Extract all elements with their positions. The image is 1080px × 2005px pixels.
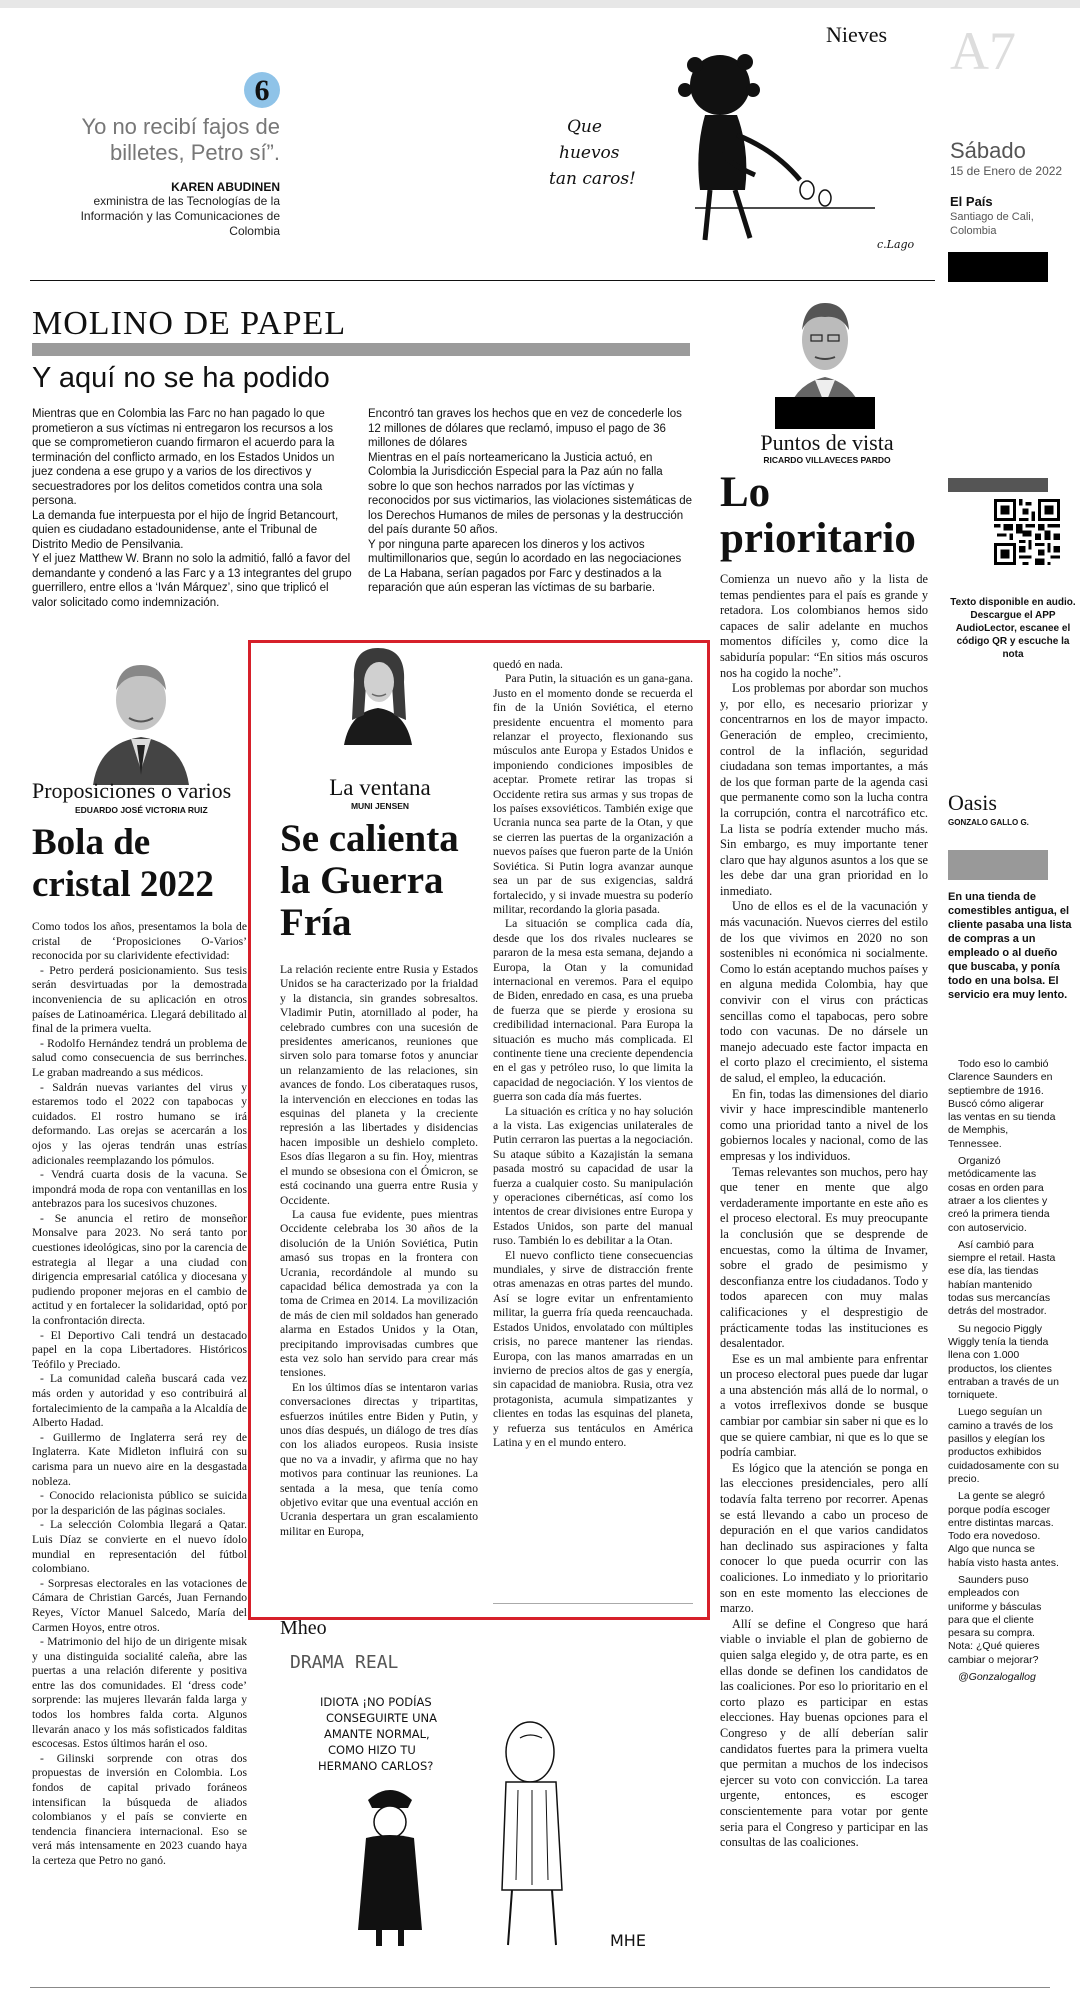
date-full: 15 de Enero de 2022 [950, 164, 1063, 178]
columnist-photo-victoria [87, 645, 195, 785]
puntos-paragraph: Uno de ellos es el de la vacunación y más vacunación. Nuevos cierres del estilo de los que vivimos en 2020 no son sostenibles ni económica ni socialmente. Como lo están aceptando muchos países y en alguna medida Colombia, hay que convivir con el virus con prácticas sencillas como el tapabocas, pero sobre todo con vacunas. De no dársele un manejo adecuado este factor impacta en el corto plazo el crecimiento, el sistema de salud, el empleo, la educación. [720, 899, 928, 1085]
bola-paragraph: - Rodolfo Hernández tendrá un problema de salud como consecuencia de sus berrinches. Le graban madreando a sus médicos. [32, 1036, 247, 1079]
puntos-paragraph: Comienza un nuevo año y la lista de temas pendientes para el país es grande y retadora. Los colombianos hemos sido capaces de salir adelante en muchos momentos difíciles y, como dice la sabiduría popular: “En sitios más oscuros nos ha cogido la noche”. [720, 572, 928, 680]
puntos-paragraph: Ese es un mal ambiente para enfrentar un proceso electoral pues puede dar lugar a una abstención más allá de lo normal, o a votos irreflexivos donde se busque cambiar por cambiar sin saber ni que es lo que se quiere cambiar, ni que es lo que se podría cambiar. [720, 1351, 928, 1460]
newspaper-name: El País [950, 194, 993, 209]
puntos-paragraph: Temas relevantes son muchos, pero hay que tener en mente que algo verdaderamente importante en este año es el proceso electoral. Es muy preocupante la conclusión que se desprende de encuestas, como la última de Invamer, sobre el grado de pesimismo y desconfianza entre los ciudadanos. Todo y todos aparecen con muy malas calificaciones y el desprestigio de prácticamente todas las instituciones es desalentador. [720, 1164, 928, 1351]
oasis-bar [948, 850, 1048, 880]
bola-paragraph: - Petro perderá posicionamiento. Sus tesis serán desvirtuadas por la demostrada inconveniencia de su aplicación en otros países de Latinoamérica. Llegará debilitado al final de la primera vuelta. [32, 963, 247, 1036]
bola-paragraph: - Guillermo de Inglaterra será rey de Inglaterra. Kate Midleton influirá con su carisma para un nuevo aire en la desgastada nobleza. [32, 1430, 247, 1488]
molino-paragraph: Y el juez Matthew W. Brann no solo la admitió, falló a favor del demandante y condenó a las Farc y a 13 integrantes del grupo guerrillero, entre ellos a ‘Iván Márquez’, sino que triplicó el valor solicitado como indemnización. [32, 553, 352, 609]
molino-paragraph: La demanda fue interpuesta por el hijo de Íngrid Betancourt, quien es ciudadano estadounidense, ante el Tribunal de Distrito Medio de Pensilvania. [32, 509, 339, 551]
bola-section-label: Proposiciones o varios [32, 778, 232, 803]
oasis-section-label: Oasis [948, 790, 997, 815]
newspaper-city: Santiago de Cali, Colombia [950, 211, 1034, 237]
oasis-paragraph: Organizó metódicamente las cosas en orden para atraer a los clientes y creó la primera tienda con autoservicio. [948, 1155, 1050, 1234]
bola-paragraph: - Vendrá cuarta dosis de la vacuna. Se impondrá moda de ropa con ventanillas en los antebrazos para los sucesivos chuzones. [32, 1168, 247, 1211]
oasis-handle: @Gonzalogallog [958, 1671, 1036, 1684]
quote-mark-icon: 6 [244, 72, 280, 108]
oasis-paragraph: Así cambió para siempre el retail. Hasta ese día, las tiendas habían mantenido todas sus mercancías detrás del mostrador. [948, 1238, 1056, 1318]
bola-author: EDUARDO JOSÉ VICTORIA RUIZ [75, 805, 208, 815]
oasis-paragraph: Su negocio Piggly Wiggly tenía la tienda llena con 1.000 productos, los clientes entraban a través de un torniquete. [948, 1322, 1059, 1402]
cartoon-mheo-speech-3: AMANTE NORMAL, [324, 1727, 430, 1741]
ventana-paragraph: La relación reciente entre Rusia y Estados Unidos se ha caracterizado por la frialdad y la distancia, sin grandes sobresaltos. Vladimir Putin, atornillado al poder, ha celebrado cumbres con una sucesión de presidentes americanos, reuniones que sirven solo para tomarse fotos y anunciar un relanzamiento de las relaciones, sin avances de fondo. Los ciberataques rusos, la intervención en elecciones en todas las esquinas del planeta y la creciente represión a las libertades y disidencias hacen imposible un deshielo completo. Esos días llegaron a su fin. Hoy, mientras el mundo se obsesiona con el Ómicron, se está cocinando una guerra entre Rusia y Occidente. [280, 963, 478, 1207]
highlight-box [248, 640, 710, 1620]
cartoon-mheo-title: DRAMA REAL [290, 1652, 399, 1673]
ventana-paragraph: El nuevo conflicto tiene consecuencias mundiales, y sirve de distracción frente otras amenazas en otras partes del mundo. Así se logre evitar un enfrentamiento militar, la guerra fría queda reencauchada. Estados Unidos, envolatado con múltiples crisis, no parece mantener las riendas. Europa, con las manos amarradas en un invierno de precios altos de gas y energía, sin capacidad de maniobra. Rusia, otra vez protagonista, acumula simpatizantes y clientes en todas las esquinas del planeta, y refuerza sus tentáculos en América Latina y en el mundo entero. [493, 1248, 693, 1449]
section-bar [32, 343, 690, 356]
cartoon-mheo-speech-4: COMO HIZO TU [328, 1743, 416, 1757]
bola-paragraph: - La comunidad caleña buscará cada vez más orden y autoridad y eso contribuirá al fortalecimiento de la campaña a la Alcaldía de Alberto Hadad. [32, 1372, 247, 1430]
cartoon-mheo-illustration [280, 1640, 700, 1960]
ventana-section-label: La ventana [329, 775, 431, 800]
cartoon-mheo-signature: MHE [610, 1931, 646, 1950]
ventana-paragraph: Para Putin, la situación es un gana-gana. Justo en el momento donde se recuerda el fin de la Unión Soviética, el eterno presidente encuentra el momento para relanzar el proyecto, flexionando sus músculos ante Europa y Estados Unidos e imponiendo condiciones imposibles de aceptar. Promete retirar las tropas si Occidente retira sus armas y sus tropas de los países exsoviéticos. También exige que Ucrania nunca sea parte de la Otan, y que se cierren las puertas de la organización a nuevos países que fueron parte de la Unión Soviética. Si Putin logra avanzar aunque sea un par de sus exigencias, saldrá fortalecido, y si invade muestra su poderío militar, recordando la gloria pasada. [493, 672, 693, 916]
molino-column-2 [368, 407, 693, 596]
bottom-divider [30, 1987, 1050, 1988]
ventana-paragraph: La situación se complica cada día, desde que los dos rivales nucleares se pararon de la mesa esta semana, dejando a Europa, la Otan y la comunidad internacional en veremos. Para el equipo de Biden, enredado en casa, es una prueba de fuerza que se pierde y erosiona su credibilidad internacional. Para Europa la situación es mucho más complicada. El continente tiene una creciente dependencia en el gas y petróleo ruso, lo que limita la capacidad de negociación. Y los vientos de guerra son cada día más fuertes. [493, 917, 693, 1104]
oasis-lead: En una tienda de comestibles antigua, el cliente pasaba una lista de compras a un empleado o al dueño que buscaba, y ponía todo en una bolsa. El servicio era muy lento. [948, 891, 1072, 1001]
bola-paragraph: - La selección Colombia llegará a Qatar. Luis Díaz se convierte en el nuevo ídolo mundial en representación del fútbol colombiano. [32, 1518, 247, 1576]
quote-text: Yo no recibí fajos de billetes, Petro sí”. [81, 114, 280, 165]
cartoon-mheo-speech-1: IDIOTA ¡NO PODÍAS [320, 1695, 432, 1709]
molino-paragraph: Mientras que en Colombia las Farc no han pagado lo que prometieron a sus víctimas ni entregaron los recursos a los que se comprometieron cuando firmaron el acuerdo para la terminación del conflicto armado, en los Estados Unidos un juez condena a ese grupo y a varios de los directivos y secuestradores por los delitos cometidos contra una sola persona. [32, 408, 335, 507]
cartoon-nieves-illustration [545, 40, 930, 270]
oasis-paragraph: Saunders puso empleados con uniforme y básculas para que el cliente pesara su compra. Nota: ¿Qué quieres cambiar o mejorar? [948, 1573, 1042, 1666]
puntos-headline: Lo prioritario [720, 469, 916, 562]
bola-paragraph: - Conocido relacionista público se suicida por la desparición de las páginas sociales. [32, 1489, 247, 1517]
molino-paragraph: Y por ninguna parte aparecen los dineros y los activos multimillonarios que, según lo acordado en las negociaciones de La Habana, serían pagados por Farc y destinados a la reparación que aún esperan las víctimas de su barbarie. [368, 538, 682, 594]
puntos-paragraph: Los problemas por abordar son muchos y, por ello, es necesario priorizar y concentrarnos en los de mayor impacto. Generación de empleo, crecimiento, control de la inflación, seguridad ciudadana son temas importantes, a más de los que forman parte de la agenda casi que permanente como son la lucha contra la corrupción, contra el narcotráfico etc. La lista se podría extender mucho más. Sin embargo, es muy importante tener claro que hay algunos asuntos a los que se les debe dar una gran prioridad en lo inmediato. [720, 681, 928, 898]
bola-paragraph: - Saldrán nuevas variantes del virus y estaremos todo el 2022 con tapabocas y cuidados. El rostro humano se irá deformando. Las orejas se acercarán a los ojos y las ojeras tendrán unas estrías adicionales reemplazando los pómulos. [32, 1080, 247, 1167]
bola-paragraph: - Gilinski sorprende con otras dos propuestas de inversión en Colombia. Los fondos de capital privado foráneos intensifican la búsqueda de aliados colombianos y el país se convierte en tendencia financiera internacional. Eso se verá más intensamente en 2023 cuando haya la certeza que Petro no ganó. [32, 1751, 247, 1867]
puntos-paragraph: Es lógico que la atención se ponga en las elecciones presidenciales, pero allí todavía falta terreno por recorrer. Apenas se está llevando a cabo un proceso de depuración en el que varios candidatos han declinado sus aspiraciones y falta conocer lo que pueda ocurrir con las coaliciones. Lo inmediato y lo prioritario son en este momento las elecciones de marzo. [720, 1460, 928, 1616]
puntos-body [720, 572, 928, 1851]
ventana-headline: Se calienta la Guerra Fría [280, 817, 459, 944]
molino-paragraph: Mientras en el país norteamericano la Justicia actuó, en Colombia la Jurisdicción Especial para la Paz aún no falla sobre lo que son hechos narrados por las víctimas y reconocidos por sus victimarios, las violaciones sistemáticas de los Derechos Humanos de miles de personas y la destrucción del país durante 50 años. [368, 451, 693, 536]
bola-headline: Bola de cristal 2022 [32, 822, 214, 905]
molino-paragraph: Encontró tan graves los hechos que en vez de concederle los 12 millones de dólares que reclamó, impuso el pago de 36 millones de dólares [368, 408, 682, 449]
puntos-paragraph: Allí se define el Congreso que hará viable o inviable el plan de gobierno de quien salga elegido y, de otra parte, es en ellas donde se definen los candidatos de las coaliciones. Por eso lo prioritario en el corto plazo es participar en estas elecciones. Hay buenas opciones para el Congreso y de allí deberían salir candidatos fuertes para la primera vuelta que permitan a muchos de los indecisos ejercer su voto con convicción. La tarea urgente, entonces, es escoger conscientemente para votar por gente seria para el Congreso y participar en las consultas de las coaliciones. [720, 1616, 928, 1850]
ventana-paragraph: En los últimos días se intentaron varias conversaciones directas y tripartitas, esfuerzos inútiles entre Biden y Putin, y unos días después, un diálogo de tres días con los aliados europeos. Rusia insiste que no va a invadir, y afirma que no hay motivos para continuar las reuniones. La sentada a la mesa, que tenía como objetivo evitar que una eventual acción en Ucrania despertara un gran escalamiento militar en Europa, [280, 1380, 478, 1538]
molino-column-1 [32, 407, 352, 610]
puntos-paragraph: En fin, todas las dimensiones del diario vivir y hace imprescindible mantenerlo como una prioridad tanto a nivel de los gobiernos locales y nacional, como de las empresas y los individuos. [720, 1086, 928, 1163]
ventana-author: MUNI JENSEN [350, 801, 410, 811]
page-number: A7 [950, 21, 1016, 81]
cartoon-nieves-speech-3: tan caros! [549, 169, 636, 189]
cartoon-nieves-speech-1: Que [567, 117, 602, 137]
right-column-bar [948, 478, 1048, 492]
cartoon-mheo-speech-2: CONSEGUIRTE UNA [326, 1711, 437, 1725]
bola-paragraph: - Sorpresas electorales en las votaciones de Cámara de Christian Garcés, Juan Fernando Reyes, Víctor Manuel Salcedo, María del Carmen Hoyos, entre otros. [32, 1576, 247, 1634]
top-divider [30, 280, 935, 281]
puntos-author: RICARDO VILLAVECES PARDO [763, 455, 891, 465]
cartoon-nieves-label: Nieves [826, 22, 888, 47]
section-title: MOLINO DE PAPEL [32, 305, 347, 342]
cartoon-mheo-label: Mheo [280, 1617, 327, 1639]
cartoon-nieves-signature: c.Lago [877, 238, 915, 251]
ventana-paragraph: La causa fue evidente, pues mientras Occidente celebraba los 30 años de la disolución de la Unión Soviética, Putin amasó sus tropas en la frontera con Ucrania, recordándole al mundo su capacidad bélica demostrada ya con la toma de Crimea en 2014. La movilización de más de cien mil soldados han generado alarma en Estados Unidos y la Otan, precipitando improvisadas cumbres que esta vez solo han servido para crear más tensiones. [280, 1207, 478, 1380]
ventana-paragraph: La situación es crítica y no hay solución a la vista. Las exigencias unilaterales de Putin cerraron las puertas a la negociación. Su ataque súbito a Kazajistán la semana pasada mostró su capacidad de usar la fuerza a cualquier costo. Su manipulación y operaciones cibernéticas, así como los intentos de crear divisiones entre Europa y Estados Unidos, son parte del manual ruso. También lo es debilitar a la Otan. [493, 1104, 693, 1248]
qr-caption: Texto disponible en audio. Descargue el APP AudioLector, escanee el código QR y escuche la nota [950, 597, 1076, 660]
bola-paragraph: - El Deportivo Cali tendrá un destacado papel en la copa Libertadores. Históricos Teófilo y Preciado. [32, 1328, 247, 1371]
oasis-author: GONZALO GALLO G. [948, 818, 1029, 827]
ventana-paragraph: quedó en nada. [493, 658, 563, 671]
quote-author: KAREN ABUDINEN [171, 180, 280, 194]
molino-headline: Y aquí no se ha podido [32, 362, 330, 394]
bola-paragraph: Como todos los años, presentamos la bola de cristal de ‘Proposiciones O-Varios’ reconocida por su clarividente efectividad: [32, 920, 247, 963]
black-block [948, 252, 1048, 282]
bola-paragraph: - Matrimonio del hijo de un dirigente misak y una distinguida socialité caleña, abre las puertas a una relación diferente y positiva entre las dos comunidades. El ‘dress code’ sorprende: las mujeres llevarán falda larga y todos los hombres falda corta. Algunos llevarán anaco y los más sofisticados falditas escocesas. Estos últimos harán el oso. [32, 1635, 247, 1751]
top-strip [0, 0, 1080, 8]
oasis-body [948, 1058, 1060, 1688]
quote-author-role: exministra de las Tecnologías de la Información y las Comunicaciones de Colombia [80, 194, 280, 238]
date-day: Sábado [950, 138, 1026, 163]
oasis-paragraph: Luego seguían un camino a través de los pasillos y elegían los productos exhibidos cuidadosamente con su precio. [948, 1406, 1059, 1485]
bola-body [32, 920, 247, 1965]
qr-code-icon[interactable] [994, 499, 1060, 565]
oasis-paragraph: La gente se alegró porque podía escoger entre distintas marcas. Todo era novedoso. Algo que nunca se había visto hasta antes. [948, 1490, 1059, 1569]
bola-paragraph: - Se anuncia el retiro de monseñor Monsalve para 2023. No será tanto por cuestiones ideológicas, sino por la carencia de estrategia al llegar a una ciudad con dirigencia empresarial católica y diocesana y pudiendo proponer mejoras en el cambio de actitud y en fortalecer la solidaridad, optó por la confrontación directa. [32, 1211, 247, 1328]
photo-black-bar [775, 397, 875, 429]
cartoon-mheo-speech-5: HERMANO CARLOS? [318, 1759, 434, 1773]
cartoon-nieves-speech-2: huevos [559, 143, 620, 163]
puntos-section-label: Puntos de vista [760, 430, 894, 455]
oasis-paragraph: Todo eso lo cambió Clarence Saunders en septiembre de 1916. Buscó cómo aligerar las ventas en su tienda de Memphis, Tennessee. [948, 1058, 1056, 1150]
